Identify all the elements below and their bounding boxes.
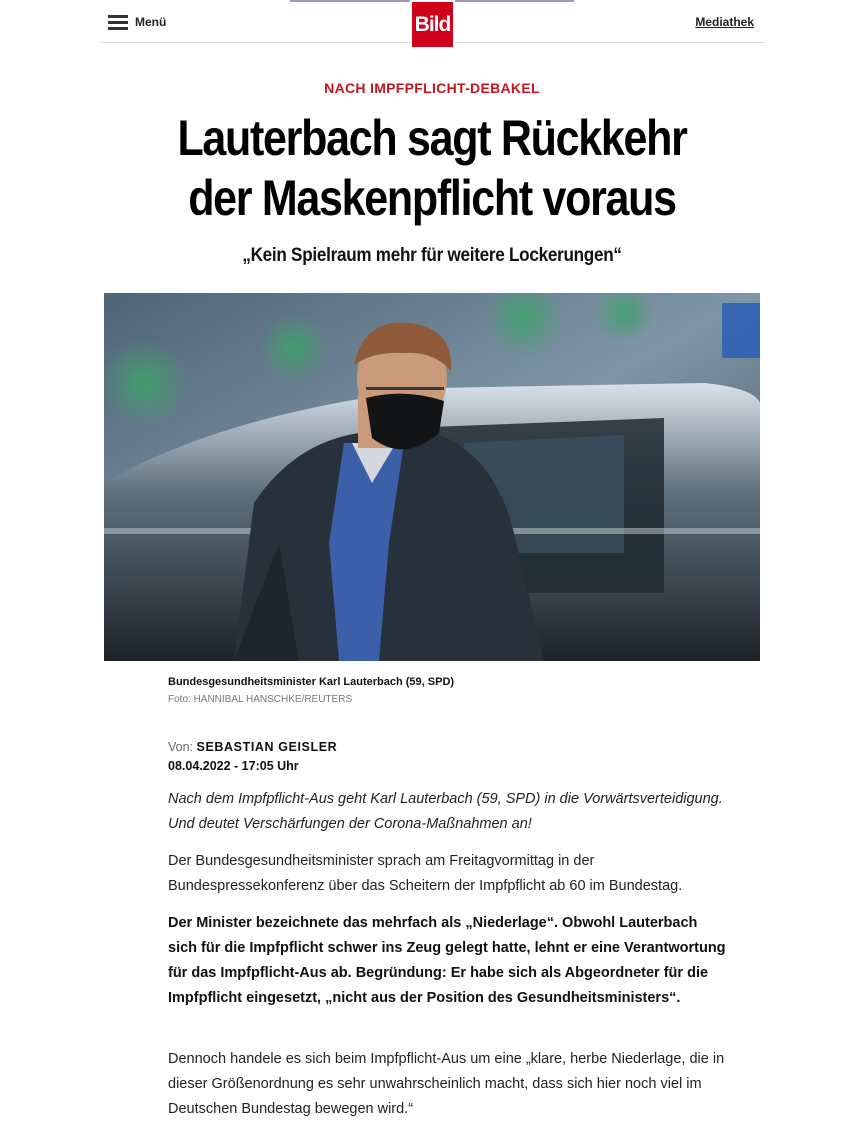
hamburger-icon [108, 15, 128, 29]
article-date: 08.04.2022 - 17:05 Uhr [168, 759, 299, 773]
article-photo[interactable] [104, 293, 760, 661]
menu-label: Menü [135, 15, 167, 29]
author-name[interactable]: SEBASTIAN GEISLER [196, 740, 338, 754]
byline-prefix: Von: [168, 740, 194, 754]
article-paragraph-1: Der Bundesgesundheitsminister sprach am Freitagvormittag in der Bundespressekonferenz über das Scheitern der Impfpflicht ab 60 im Bundestag. [168, 853, 683, 894]
site-header [100, 0, 765, 43]
article-intro: Nach dem Impfpflicht-Aus geht Karl Lauterbach (59, SPD) in die Vorwärtsverteidigung. Und deutet Verschärfungen der Corona-Maßnahmen an! [168, 791, 723, 832]
article-headline [146, 108, 717, 228]
bild-logo[interactable]: Bild [410, 0, 455, 49]
article-paragraph-2: Der Minister bezeichnete das mehrfach als „Niederlage“. Obwohl Lauterbach sich für die Impfpflicht schwer ins Zeug gelegt hatte, lehnt er eine Verantwortung für das Impfpflicht-Aus ab. Begründung: Er habe sich als Abgeordneter für die Impfpflicht eingesetzt, „nicht aus der Position des Gesundheitsministers“. [168, 915, 726, 1006]
menu-button[interactable] [108, 12, 166, 32]
image-credit: Foto: HANNIBAL HANSCHKE/REUTERS [168, 694, 353, 705]
article-byline [168, 740, 337, 754]
mediathek-link[interactable]: Mediathek [695, 15, 754, 29]
headline-line-2: der Maskenpflicht voraus [188, 170, 676, 226]
headline-line-1: Lauterbach sagt Rückkehr [177, 110, 687, 166]
article-kicker: NACH IMPFPFLICHT-DEBAKEL [324, 80, 540, 96]
image-caption: Bundesgesundheitsminister Karl Lauterbach (59, SPD) [168, 676, 455, 688]
article-subheadline: „Kein Spielraum mehr für weitere Lockerungen“ [242, 245, 622, 266]
lauterbach-photo-illustration [104, 293, 760, 661]
article-paragraph-3: Dennoch handele es sich beim Impfpflicht-Aus um eine „klare, herbe Niederlage, die in dieser Größenordnung es sehr unwahrscheinlich macht, dass sich hier noch viel im Deutschen Bundestag bewegen wird.“ [168, 1051, 725, 1117]
